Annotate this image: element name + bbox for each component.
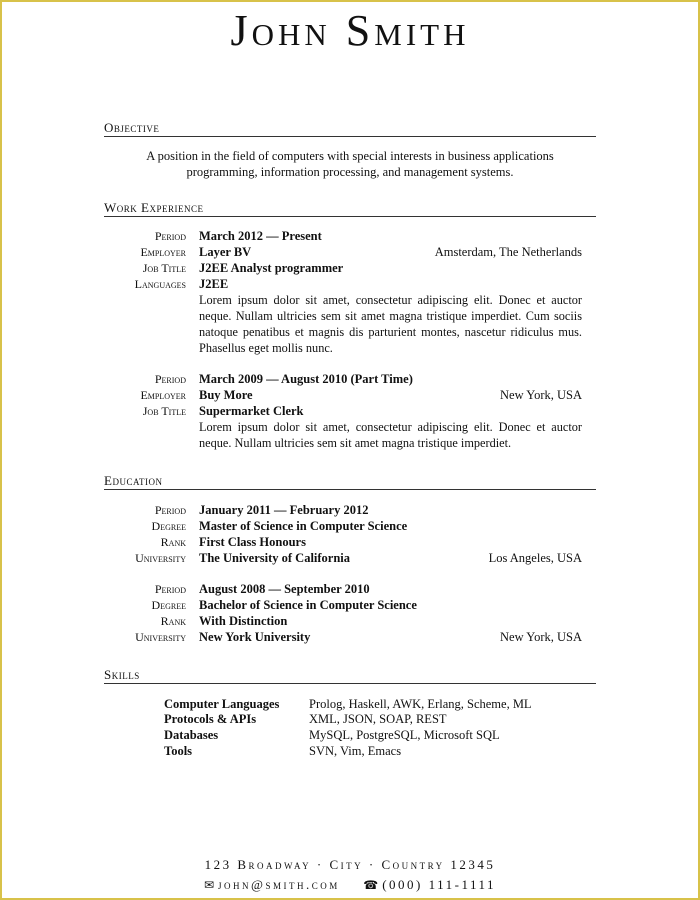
label-period: Period [154, 503, 186, 517]
label-job-title: Job Title [142, 261, 186, 275]
edu-1-rank-row [104, 534, 582, 550]
label-period: Period [154, 582, 186, 596]
edu-2-university: New York University [199, 630, 311, 644]
edu-2-period: August 2008 — September 2010 [199, 582, 370, 596]
skill-category: Tools [164, 744, 193, 758]
label-rank: Rank [160, 535, 186, 549]
edu-1-rank: First Class Honours [199, 535, 306, 549]
label-degree: Degree [151, 519, 186, 533]
work-2-title-row [104, 403, 582, 419]
objective-text [104, 148, 596, 180]
education-section [104, 473, 596, 490]
edu-2-degree-row [104, 597, 582, 613]
edu-2-rank-row [104, 613, 582, 629]
work-1-job-title: J2EE Analyst programmer [199, 261, 344, 275]
skill-value: MySQL, PostgreSQL, Microsoft SQL [309, 728, 500, 742]
edu-2-period-row [104, 581, 582, 597]
skill-category: Protocols & APIs [164, 712, 257, 726]
skill-row [164, 743, 584, 759]
skill-value: XML, JSON, SOAP, REST [309, 712, 447, 726]
label-degree: Degree [151, 598, 186, 612]
skills-heading: Skills [104, 667, 596, 684]
work-1-period: March 2012 — Present [199, 229, 322, 243]
objective-heading: Objective [104, 120, 596, 137]
envelope-icon: ✉ [203, 878, 215, 892]
skill-row [164, 711, 584, 727]
footer-email[interactable]: john@smith.com [218, 877, 340, 892]
work-1-employer: Layer BV [199, 245, 252, 259]
label-rank: Rank [160, 614, 186, 628]
edu-2-rank: With Distinction [199, 614, 288, 628]
skills-section [104, 667, 596, 684]
footer-phone: (000) 111-1111 [382, 877, 497, 892]
footer-address: 123 Broadway · City · Country 12345 [204, 857, 496, 872]
work-1-title-row [104, 260, 582, 276]
label-university: University [135, 551, 186, 565]
objective-section [104, 120, 596, 137]
label-university: University [135, 630, 186, 644]
work-2-job-title: Supermarket Clerk [199, 404, 304, 418]
work-1-languages: J2EE [199, 277, 229, 291]
work-1-employer-row [104, 244, 582, 260]
footer-contact [0, 876, 700, 894]
edu-2-location: New York, USA [500, 630, 582, 644]
work-2-description: Lorem ipsum dolor sit amet, consectetur adipiscing elit. Donec et auctor neque. Nullam ultricies sem sit amet magna tristique imperdiet. [199, 420, 582, 450]
work-1-languages-row [104, 276, 582, 292]
label-languages: Languages [134, 277, 186, 291]
edu-1-period-row [104, 502, 582, 518]
work-1-description: Lorem ipsum dolor sit amet, consectetur adipiscing elit. Donec et auctor neque. Nullam ultricies sem sit amet magna tristique imperdiet. Cum sociis natoque penatibus et magnis dis parturient montes, nascetur ridiculus mus. Phasellus eget mollis nunc. [199, 293, 582, 355]
skill-value: SVN, Vim, Emacs [309, 744, 402, 758]
work-2-period-row [104, 371, 582, 387]
objective-line-1: A position in the field of computers with special interests in business applications [146, 149, 554, 163]
edu-1-university-row [104, 550, 582, 566]
education-heading: Education [104, 473, 596, 490]
objective-line-2: programming, information processing, and management systems. [186, 165, 514, 179]
work-heading: Work Experience [104, 200, 596, 217]
label-employer: Employer [140, 388, 186, 402]
edu-1-period: January 2011 — February 2012 [199, 503, 369, 517]
work-2-employer: Buy More [199, 388, 253, 402]
work-2-period: March 2009 — August 2010 (Part Time) [199, 372, 413, 386]
resume-name: John Smith [230, 6, 470, 55]
skill-row [164, 727, 584, 743]
label-period: Period [154, 229, 186, 243]
telephone-icon: ☎ [363, 878, 379, 892]
skill-row [164, 696, 584, 712]
work-section [104, 200, 596, 217]
work-1-period-row [104, 228, 582, 244]
skill-value: Prolog, Haskell, AWK, Erlang, Scheme, ML [309, 697, 532, 711]
work-2-location: New York, USA [500, 388, 582, 402]
work-2-employer-row [104, 387, 582, 403]
edu-1-university: The University of California [199, 551, 351, 565]
edu-2-degree: Bachelor of Science in Computer Science [199, 598, 417, 612]
work-1-location: Amsterdam, The Netherlands [434, 245, 582, 259]
edu-2-university-row [104, 629, 582, 645]
skill-category: Computer Languages [164, 697, 280, 711]
edu-1-degree: Master of Science in Computer Science [199, 519, 408, 533]
label-employer: Employer [140, 245, 186, 259]
label-period: Period [154, 372, 186, 386]
edu-1-location: Los Angeles, USA [488, 551, 582, 565]
skill-category: Databases [164, 728, 219, 742]
label-job-title: Job Title [142, 404, 186, 418]
edu-1-degree-row [104, 518, 582, 534]
